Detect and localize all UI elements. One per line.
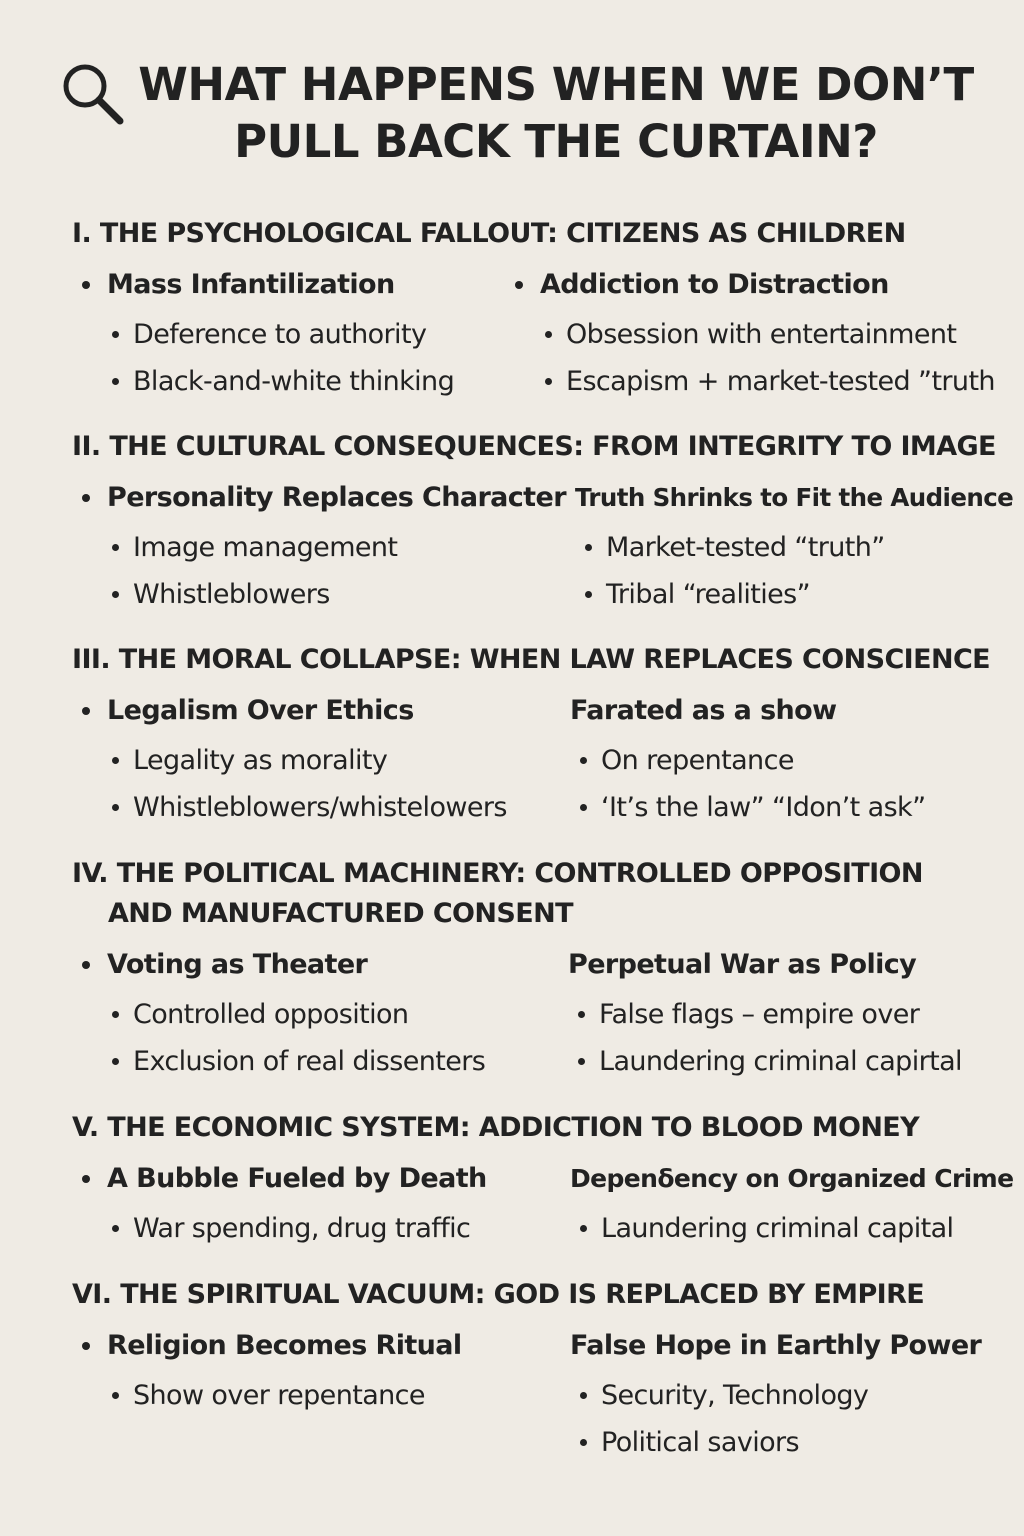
bullet-list (72, 311, 454, 405)
bullet-dot (82, 961, 90, 969)
column-title: Addiction to Distraction (505, 265, 995, 305)
bullet-dot (545, 378, 552, 385)
section-heading: I. THE PSYCHOLOGICAL FALLOUT: CITIZENS AS CHILDREN (72, 218, 906, 249)
bullet-dot (580, 804, 587, 811)
list-item: Show over repentance (72, 1372, 462, 1419)
bullet-dot (112, 757, 119, 764)
list-item: Black-and-white thinking (72, 358, 454, 405)
bullet-dot (112, 1011, 119, 1018)
list-item: Security, Technology (570, 1372, 981, 1419)
bullet-dot (82, 707, 90, 715)
bullet-dot (578, 1058, 585, 1065)
list-item: Controlled opposition (72, 991, 485, 1038)
bullet-list (72, 737, 507, 831)
title-line-2: PULL BACK THE CURTAIN? (234, 115, 878, 168)
list-item: Image management (72, 524, 566, 571)
section-heading: VI. THE SPIRITUAL VACUUM: GOD IS REPLACED BY EMPIRE (72, 1279, 925, 1310)
column-title: Legalism Over Ethics (72, 691, 507, 731)
bullet-dot (580, 1225, 587, 1232)
bullet-dot (82, 281, 90, 289)
list-item: Political saviors (570, 1419, 981, 1466)
bullet-dot (585, 591, 592, 598)
section-heading: II. THE CULTURAL CONSEQUENCES: FROM INTEGRITY TO IMAGE (72, 431, 996, 462)
section-economic-system (72, 1108, 1014, 1244)
list-item: False flags – empire over (568, 991, 962, 1038)
bullet-list (575, 524, 1013, 618)
left-column (72, 691, 507, 831)
column-title: Mass Infantilization (72, 265, 454, 305)
section-heading-line-2: AND MANUFACTURED CONSENT (108, 898, 573, 929)
list-item: On repentance (570, 737, 925, 784)
section-moral-collapse (72, 640, 1012, 823)
bullet-dot (580, 757, 587, 764)
bullet-dot (578, 1011, 585, 1018)
bullet-list (570, 1205, 1013, 1252)
magnifying-glass-icon (60, 61, 126, 127)
section-heading (72, 854, 1012, 934)
column-title: Religion Becomes Ritual (72, 1326, 462, 1366)
list-item: War spending, drug traffic (72, 1205, 487, 1252)
right-column (505, 265, 995, 405)
page-title (60, 56, 980, 170)
bullet-list (570, 1372, 981, 1466)
section-heading: III. THE MORAL COLLAPSE: WHEN LAW REPLACES CONSCIENCE (72, 644, 990, 675)
bullet-dot (545, 331, 552, 338)
column-title: Truth Shrinks to Fit the Audience (575, 483, 1014, 512)
bullet-dot (112, 591, 119, 598)
list-item: Whistleblowers (72, 571, 566, 618)
column-title: Voting as Theater (72, 945, 485, 985)
bullet-dot (112, 1392, 119, 1399)
section-spiritual-vacuum (72, 1275, 1012, 1458)
bullet-list (505, 311, 995, 405)
list-item: Tribal “realities” (575, 571, 1013, 618)
right-column (570, 1159, 1013, 1252)
list-item: Deference to authority (72, 311, 454, 358)
column-title: Personality Replaces Character (72, 478, 566, 518)
list-item: Exclusion of real dissenters (72, 1038, 485, 1085)
column-title: A Bubble Fueled by Death (72, 1159, 487, 1199)
section-heading: V. THE ECONOMIC SYSTEM: ADDICTION TO BLOOD MONEY (72, 1112, 920, 1143)
column-title: Depenδency on Organized Crime (570, 1164, 1014, 1193)
bullet-dot (112, 544, 119, 551)
right-column (570, 1326, 981, 1466)
list-item: Obsession with entertainment (505, 311, 995, 358)
bullet-list (568, 991, 962, 1085)
bullet-list (570, 737, 925, 831)
list-item: Laundering criminal capirtal (568, 1038, 962, 1085)
column-title: Perpetual War as Policy (568, 949, 917, 980)
bullet-list (72, 524, 566, 618)
title-line-1: WHAT HAPPENS WHEN WE DON’T (138, 58, 974, 111)
section-cultural-consequences (72, 427, 1014, 610)
bullet-list (72, 991, 485, 1085)
list-item: Market-tested “truth” (575, 524, 1013, 571)
bullet-dot (580, 1439, 587, 1446)
bullet-list (72, 1372, 462, 1419)
bullet-dot (112, 378, 119, 385)
bullet-dot (515, 281, 523, 289)
bullet-dot (580, 1392, 587, 1399)
right-column (570, 691, 925, 831)
section-psychological-fallout (72, 214, 1012, 397)
right-column (575, 478, 1013, 618)
bullet-list (72, 1205, 487, 1252)
section-heading-line-1: IV. THE POLITICAL MACHINERY: CONTROLLED OPPOSITION (72, 858, 923, 889)
left-column (72, 478, 566, 618)
list-item: ‘It’s the law” “Idon’t ask” (570, 784, 925, 831)
bullet-dot (112, 1058, 119, 1065)
bullet-dot (82, 494, 90, 502)
bullet-dot (112, 1225, 119, 1232)
bullet-dot (585, 544, 592, 551)
bullet-dot (82, 1342, 90, 1350)
column-title: False Hope in Earthly Power (570, 1330, 982, 1361)
bullet-dot (112, 804, 119, 811)
section-political-machinery (72, 854, 1012, 1077)
list-item: Whistleblowers/whistelowers (72, 784, 507, 831)
list-item: Legality as morality (72, 737, 507, 784)
list-item: Laundering criminal capital (570, 1205, 1013, 1252)
left-column (72, 945, 485, 1085)
left-column (72, 265, 454, 405)
list-item: Escapism + market-tested ”truth (505, 358, 995, 405)
left-column (72, 1159, 487, 1252)
bullet-dot (82, 1175, 90, 1183)
right-column (568, 945, 962, 1085)
bullet-dot (112, 331, 119, 338)
column-title: Farated as a show (570, 695, 837, 726)
left-column (72, 1326, 462, 1419)
